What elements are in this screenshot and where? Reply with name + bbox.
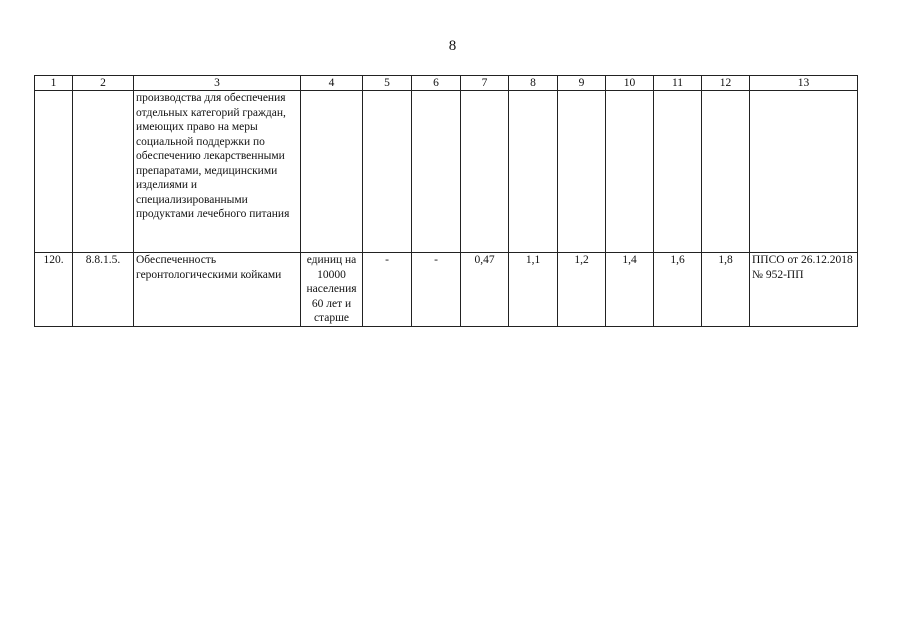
header-cell: 11 <box>654 76 702 91</box>
indicator-name-cell: производства для обеспечения отдельных категорий граждан, имеющих право на меры социальной поддержки по обеспечению лекарственными препаратами, медицинскими изделиями и специализированными продуктами лечебного питания <box>134 91 301 253</box>
header-cell: 3 <box>134 76 301 91</box>
unit-cell: единиц на 10000 населения 60 лет и старше <box>301 253 363 327</box>
header-cell: 5 <box>363 76 412 91</box>
header-cell: 1 <box>35 76 73 91</box>
value-cell: 1,8 <box>702 253 750 327</box>
indicators-table <box>34 75 858 327</box>
value-cell <box>606 91 654 253</box>
header-cell: 10 <box>606 76 654 91</box>
source-cell <box>750 91 858 253</box>
header-cell: 7 <box>461 76 509 91</box>
value-cell <box>702 91 750 253</box>
header-cell: 2 <box>73 76 134 91</box>
value-cell: 0,47 <box>461 253 509 327</box>
header-cell: 8 <box>509 76 558 91</box>
value-cell <box>558 91 606 253</box>
table-row <box>35 91 858 253</box>
value-cell <box>363 91 412 253</box>
page-number: 8 <box>448 38 457 54</box>
indicator-name-cell: Обеспеченность геронтологическими койками <box>134 253 301 327</box>
header-cell: 12 <box>702 76 750 91</box>
row-number-cell: 120. <box>35 253 73 327</box>
value-cell: 1,6 <box>654 253 702 327</box>
header-cell: 4 <box>301 76 363 91</box>
value-cell <box>461 91 509 253</box>
value-cell <box>412 91 461 253</box>
value-cell: 1,2 <box>558 253 606 327</box>
header-cell: 9 <box>558 76 606 91</box>
row-number-cell <box>35 91 73 253</box>
table-header-row <box>35 76 858 91</box>
value-cell <box>509 91 558 253</box>
header-cell: 13 <box>750 76 858 91</box>
header-cell: 6 <box>412 76 461 91</box>
code-cell <box>73 91 134 253</box>
source-cell: ППСО от 26.12.2018 № 952-ПП <box>750 253 858 327</box>
value-cell: - <box>363 253 412 327</box>
table-row <box>35 253 858 327</box>
value-cell: 1,1 <box>509 253 558 327</box>
code-cell: 8.8.1.5. <box>73 253 134 327</box>
unit-cell <box>301 91 363 253</box>
value-cell: 1,4 <box>606 253 654 327</box>
value-cell <box>654 91 702 253</box>
value-cell: - <box>412 253 461 327</box>
